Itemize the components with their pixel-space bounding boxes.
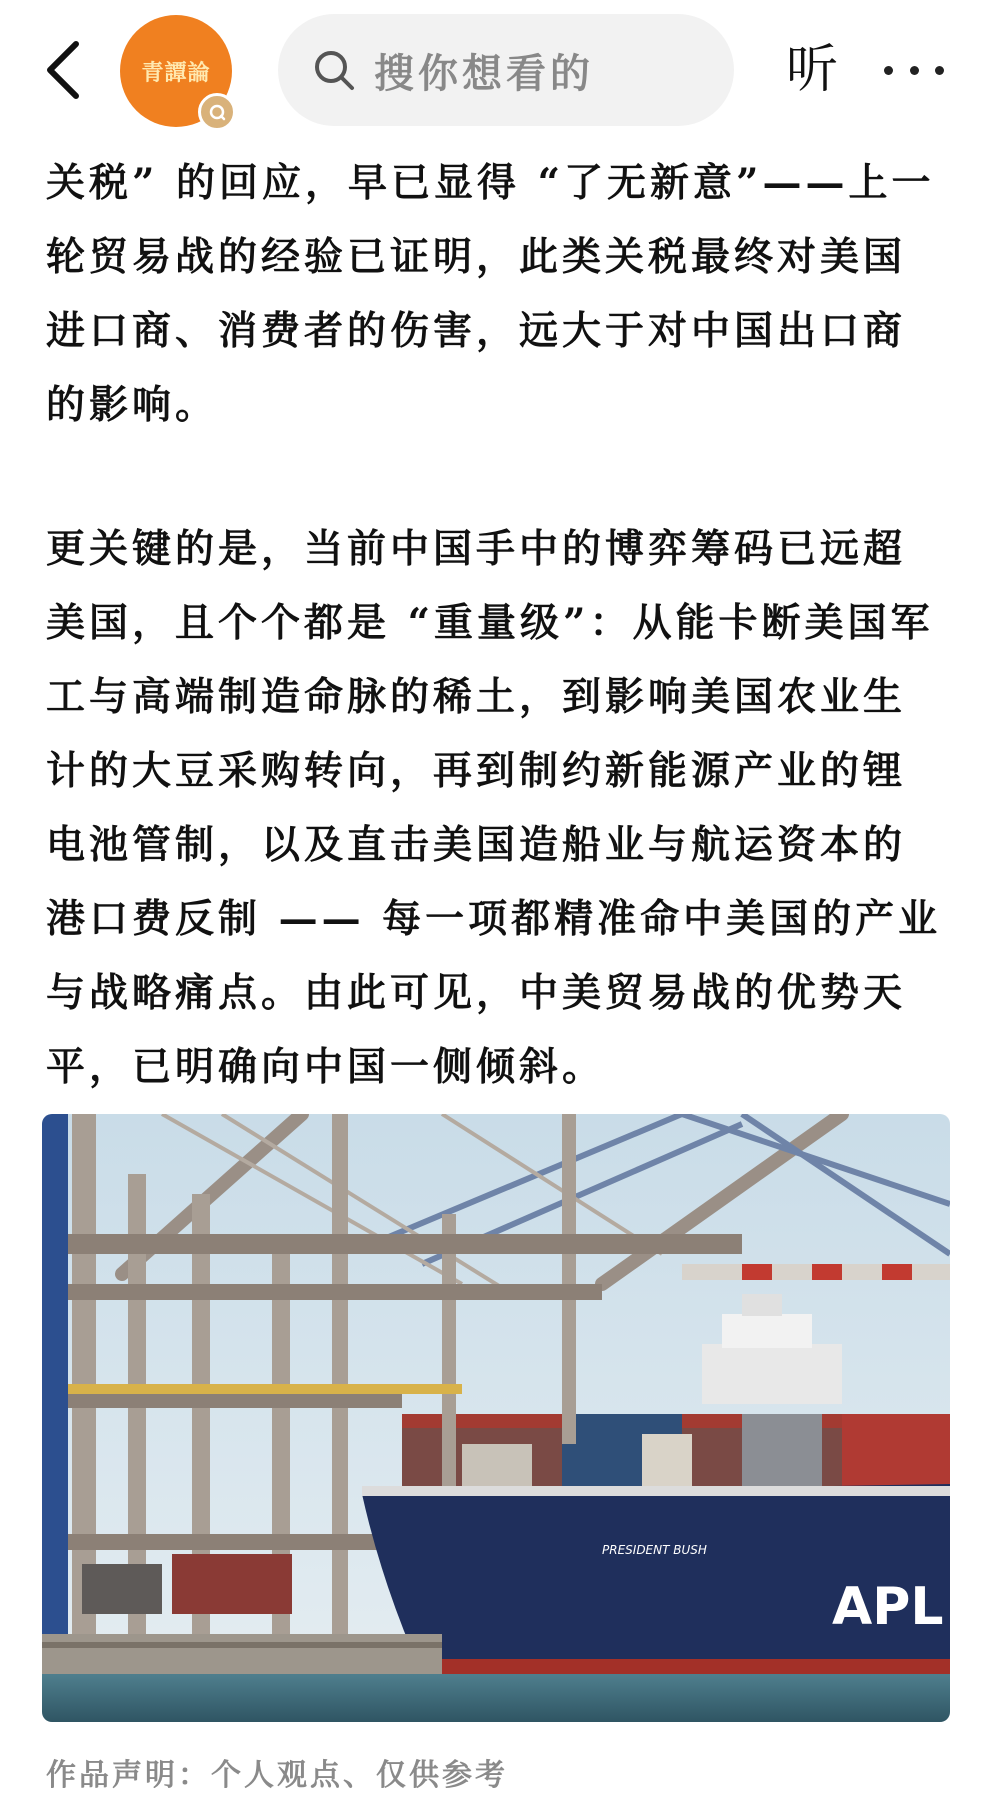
chevron-left-icon (36, 36, 96, 104)
search-input[interactable] (278, 14, 734, 126)
article-paragraph-2: 更关键的是，当前中国手中的博弈筹码已远超美国，且个个都是 “重量级”：从能卡断美国军工与高端制造命脉的稀土，到影响美国农业生计的大豆采购转向，再到制约新能源产业的锂电池管制，以及直击美国造船业与航运资本的港口费反制 —— 每一项都精准命中美国的产业与战略痛点。由此可见，中美贸易战的优势天平，已明确向中国一侧倾斜。 (46, 526, 942, 1090)
search-placeholder: 搜你想看的 (374, 50, 594, 97)
search-icon (312, 48, 356, 92)
ship-name-text: PRESIDENT BUSH (602, 1543, 707, 1557)
listen-button[interactable]: 听 (786, 40, 839, 100)
verified-badge-icon (198, 93, 236, 131)
dot (910, 66, 919, 75)
dot (884, 66, 893, 75)
article-photo-port-cranes[interactable] (42, 1114, 950, 1722)
more-dots-icon[interactable] (884, 48, 944, 92)
article-disclaimer: 作品声明：个人观点、仅供参考 (46, 1758, 508, 1793)
avatar-text: 青譚論 (141, 59, 211, 86)
article-paragraph-1: 关税” 的回应，早已显得 “了无新意”——上一轮贸易战的经验已证明，此类关税最终对美国进口商、消费者的伤害，远大于对中国出口商的影响。 (46, 160, 935, 428)
author-avatar[interactable] (120, 15, 232, 127)
back-button[interactable] (36, 36, 96, 104)
dot (935, 66, 944, 75)
hull-logo-text: APL (832, 1577, 944, 1637)
top-nav-bar (0, 0, 986, 140)
article-body (46, 146, 946, 1104)
